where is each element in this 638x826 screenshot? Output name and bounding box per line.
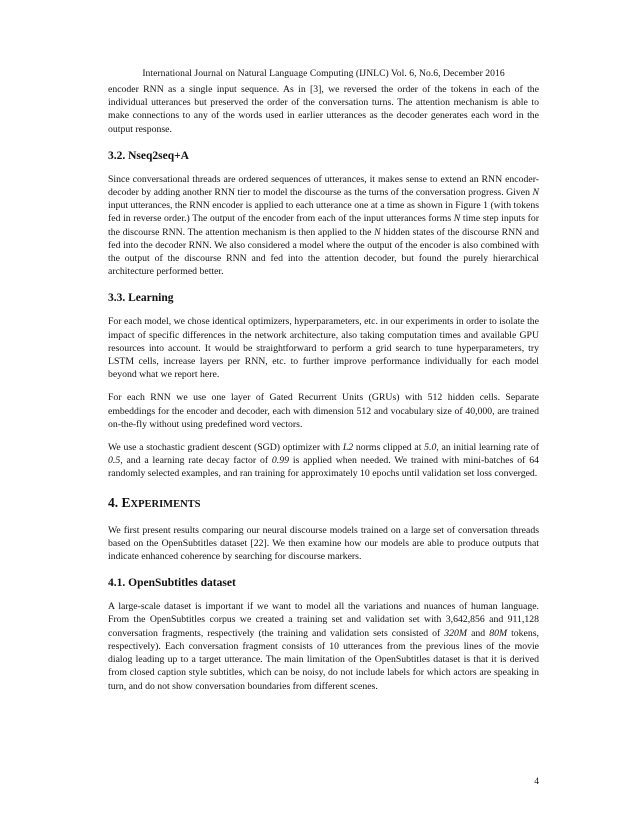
section-3-3-heading: 3.3. Learning: [108, 292, 174, 305]
section-3-3-paragraph-3: [108, 441, 539, 481]
text-span: norms clipped at: [353, 442, 425, 454]
heading-prefix: 4. E: [108, 494, 131, 510]
intro-paragraph: encoder RNN as a single input sequence. As in [3], we reversed the order of the tokens in each of the individual utterances but preserved the order of the conversation turns. The attention mechanism is able to make connections to any of the words used in earlier utterances as the decoder generates each word in the output response.: [108, 84, 539, 135]
heading-smallcaps: XPERIMENTS: [130, 498, 201, 510]
page-content: [108, 83, 539, 703]
text-span: , an initial learning rate of: [436, 442, 539, 454]
text-span: We use a stochastic gradient descent (SGD) optimizer with: [108, 442, 343, 454]
text-span: hidden states of the discourse RNN and fed into the decoder RNN. We also considered a model where the output of the encoder is also combined with the output of the discourse RNN and fed into the attention decoder, but found the purely hierarchical architecture performed better.: [108, 226, 540, 278]
text-span: time step inputs for the discourse RNN. The attention mechanism is then applied to the: [108, 213, 539, 238]
italic-term: N: [374, 226, 381, 238]
section-4-paragraph: We first present results comparing our neural discourse models trained on a large set of conversation threads based on the OpenSubtitles dataset [22]. We then examine how our models are able to produce outputs that indicate enhanced coherence by searching for discourse markers.: [108, 524, 539, 563]
italic-term: 80M: [489, 627, 508, 639]
italic-term: 0.5: [108, 455, 121, 467]
section-3-2-paragraph: [108, 173, 539, 279]
text-span: tokens, respectively). Each conversation fragment consists of 10 utterances from the previous lines of the movie dialog leading up to a target utterance. The main limitation of the OpenSubtitles dataset is that it is derived from closed caption style subtitles, which can be noisy, do not include labels for which actors are speaking in turn, and do not show conversation boundaries from different scenes.: [108, 627, 539, 692]
section-4-1-paragraph: [108, 600, 539, 692]
italic-term: N: [453, 213, 461, 225]
text-span: Since conversational threads are ordered sequences of utterances, it makes sense to extend an RNN encoder-decoder by adding another RNN tier to model the discourse as the turns of the conversation progress. Given: [108, 173, 539, 199]
text-span: , and a learning rate decay factor of: [120, 455, 272, 467]
section-3-3-paragraph-1: For each model, we chose identical optimizers, hyperparameters, etc. in our experiments in order to isolate the impact of specific differences in the network architecture, also taking computation times and available GPU resources into account. It would be straightforward to perform a grid search to tune hyperparameters, try LSTM cells, increase layers per RNN, etc. to further improve performance individually for each model beyond what we report here.: [108, 316, 539, 381]
italic-term: 5.0: [424, 442, 437, 454]
text-span: is applied when needed. We trained with mini-batches of 64 randomly selected examples, and ran training for approximately 10 epochs until validation set loss converged.: [108, 455, 539, 480]
italic-term: L2: [342, 442, 354, 454]
running-header: International Journal on Natural Language Computing (IJNLC) Vol. 6, No.6, December 2016: [142, 68, 505, 79]
section-3-2-heading: 3.2. Nseq2seq+A: [108, 149, 189, 162]
text-span: input utterances, the RNN encoder is applied to each utterance one at a time as shown in Figure 1 (with tokens fed in reverse order.) The output of the encoder from each of the input utterances forms: [108, 200, 539, 225]
section-4-heading: [108, 495, 539, 513]
section-3-3-paragraph-2: For each RNN we use one layer of Gated Recurrent Units (GRUs) with 512 hidden cells. Separate embeddings for the encoder and decoder, each with dimension 512 and vocabulary size of 40,000, are trained on-the-fly without using predefined word vectors.: [108, 392, 539, 430]
text-span: and: [467, 627, 490, 639]
text-span: A large-scale dataset is important if we want to model all the variations and nuances of human language. From the OpenSubtitles corpus we created a training set and validation set with 3,642,856 and 911,128 conversation fragments, respectively (the training and validation sets consisted of: [108, 601, 539, 639]
page-number: 4: [534, 776, 539, 787]
section-4-1-heading: 4.1. OpenSubtitles dataset: [108, 577, 236, 590]
italic-term: 320M: [444, 627, 468, 639]
italic-term: N: [532, 187, 539, 199]
italic-term: 0.99: [271, 455, 289, 467]
